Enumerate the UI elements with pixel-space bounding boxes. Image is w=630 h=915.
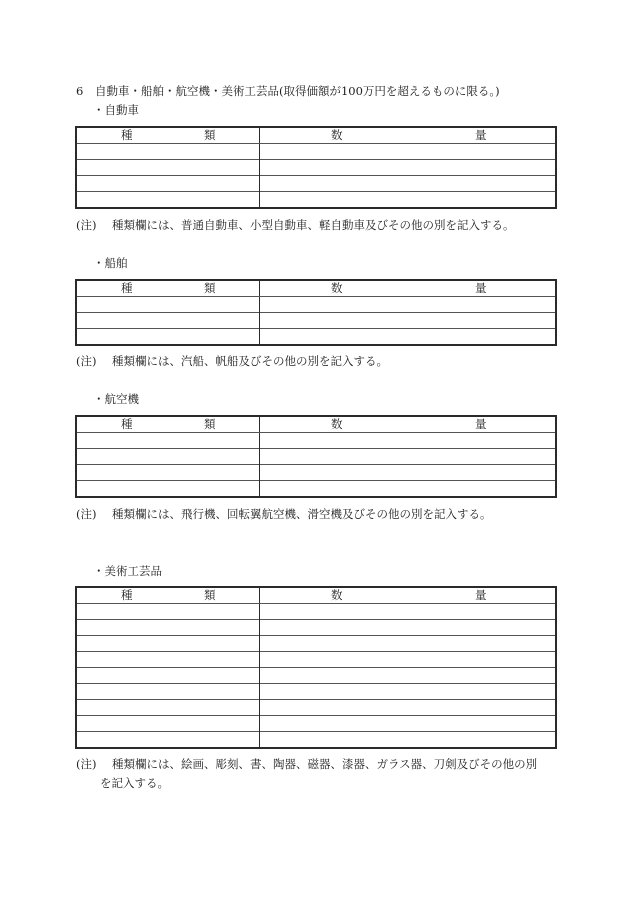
subsection-label-aircraft: ・航空機 (93, 392, 139, 406)
table-row (76, 144, 556, 160)
table-row (76, 192, 556, 209)
quantity-cell[interactable] (260, 652, 557, 668)
kind-cell[interactable] (76, 636, 260, 652)
kind-cell[interactable] (76, 652, 260, 668)
note-aircraft: 種類欄には、飛行機、回転翼航空機、滑空機及びその他の別を記入する。 (112, 507, 492, 521)
note-artwork-continued: を記入する。 (100, 776, 169, 790)
table-row (76, 160, 556, 176)
column-header-quantity (260, 587, 557, 604)
column-header-quantity-char2: 量 (475, 588, 487, 602)
subsection-label-ship: ・船舶 (93, 256, 128, 270)
kind-cell[interactable] (76, 700, 260, 716)
kind-cell[interactable] (76, 481, 260, 498)
column-header-quantity-char1: 数 (331, 588, 343, 602)
column-header-kind-char1: 種 (121, 281, 133, 295)
column-header-quantity-char1: 数 (331, 128, 343, 142)
note-automobile: 種類欄には、普通自動車、小型自動車、軽自動車及びその他の別を記入する。 (112, 218, 515, 232)
table-row (76, 297, 556, 313)
table-row (76, 313, 556, 329)
quantity-cell[interactable] (260, 636, 557, 652)
kind-cell[interactable] (76, 192, 260, 209)
table-row (76, 176, 556, 192)
kind-cell[interactable] (76, 449, 260, 465)
note-label: (注) (76, 218, 97, 232)
column-header-kind (76, 280, 260, 297)
kind-cell[interactable] (76, 313, 260, 329)
section-number: 6 (76, 84, 84, 98)
quantity-cell[interactable] (260, 604, 557, 620)
quantity-cell[interactable] (260, 465, 557, 481)
quantity-cell[interactable] (260, 433, 557, 449)
note-label: (注) (76, 757, 97, 771)
table-header-row (76, 127, 556, 144)
column-header-quantity (260, 280, 557, 297)
table-row (76, 716, 556, 732)
table-row (76, 433, 556, 449)
quantity-cell[interactable] (260, 176, 557, 192)
table-row (76, 329, 556, 346)
quantity-cell[interactable] (260, 313, 557, 329)
quantity-cell[interactable] (260, 668, 557, 684)
quantity-cell[interactable] (260, 144, 557, 160)
table-row (76, 465, 556, 481)
kind-cell[interactable] (76, 684, 260, 700)
column-header-quantity-char2: 量 (475, 128, 487, 142)
kind-cell[interactable] (76, 604, 260, 620)
column-header-kind-char2: 類 (204, 281, 216, 295)
aircraft-table (75, 415, 557, 498)
column-header-quantity-char2: 量 (475, 281, 487, 295)
kind-cell[interactable] (76, 620, 260, 636)
subsection-label-automobile: ・自動車 (93, 103, 139, 117)
quantity-cell[interactable] (260, 160, 557, 176)
table-row (76, 620, 556, 636)
table-row (76, 604, 556, 620)
quantity-cell[interactable] (260, 329, 557, 346)
kind-cell[interactable] (76, 297, 260, 313)
table-row (76, 636, 556, 652)
column-header-kind (76, 416, 260, 433)
quantity-cell[interactable] (260, 620, 557, 636)
column-header-quantity-char1: 数 (331, 281, 343, 295)
column-header-kind-char1: 種 (121, 417, 133, 431)
column-header-quantity (260, 127, 557, 144)
column-header-kind-char1: 種 (121, 588, 133, 602)
note-label: (注) (76, 354, 97, 368)
quantity-cell[interactable] (260, 684, 557, 700)
kind-cell[interactable] (76, 176, 260, 192)
quantity-cell[interactable] (260, 192, 557, 209)
kind-cell[interactable] (76, 433, 260, 449)
subsection-label-artwork: ・美術工芸品 (93, 564, 162, 578)
table-header-row (76, 416, 556, 433)
note-label: (注) (76, 507, 97, 521)
table-row (76, 652, 556, 668)
column-header-kind-char2: 類 (204, 128, 216, 142)
quantity-cell[interactable] (260, 297, 557, 313)
automobile-table (75, 126, 557, 209)
table-row (76, 481, 556, 498)
column-header-quantity (260, 416, 557, 433)
column-header-kind-char2: 類 (204, 417, 216, 431)
table-header-row (76, 587, 556, 604)
quantity-cell[interactable] (260, 732, 557, 749)
note-artwork: 種類欄には、絵画、彫刻、書、陶器、磁器、漆器、ガラス器、刀剣及びその他の別 (112, 757, 538, 771)
quantity-cell[interactable] (260, 700, 557, 716)
table-header-row (76, 280, 556, 297)
kind-cell[interactable] (76, 668, 260, 684)
column-header-kind-char1: 種 (121, 128, 133, 142)
quantity-cell[interactable] (260, 716, 557, 732)
column-header-kind-char2: 類 (204, 588, 216, 602)
column-header-quantity-char2: 量 (475, 417, 487, 431)
kind-cell[interactable] (76, 329, 260, 346)
kind-cell[interactable] (76, 160, 260, 176)
table-row (76, 732, 556, 749)
table-row (76, 668, 556, 684)
table-row (76, 684, 556, 700)
column-header-kind (76, 587, 260, 604)
table-row (76, 449, 556, 465)
column-header-kind (76, 127, 260, 144)
artwork-table (75, 586, 557, 749)
kind-cell[interactable] (76, 144, 260, 160)
section-title: 自動車・船舶・航空機・美術工芸品(取得価額が100万円を超えるものに限る。) (95, 84, 500, 98)
ship-table (75, 279, 557, 346)
column-header-quantity-char1: 数 (331, 417, 343, 431)
note-ship: 種類欄には、汽船、帆船及びその他の別を記入する。 (112, 354, 388, 368)
table-row (76, 700, 556, 716)
kind-cell[interactable] (76, 716, 260, 732)
kind-cell[interactable] (76, 732, 260, 749)
kind-cell[interactable] (76, 465, 260, 481)
quantity-cell[interactable] (260, 449, 557, 465)
quantity-cell[interactable] (260, 481, 557, 498)
